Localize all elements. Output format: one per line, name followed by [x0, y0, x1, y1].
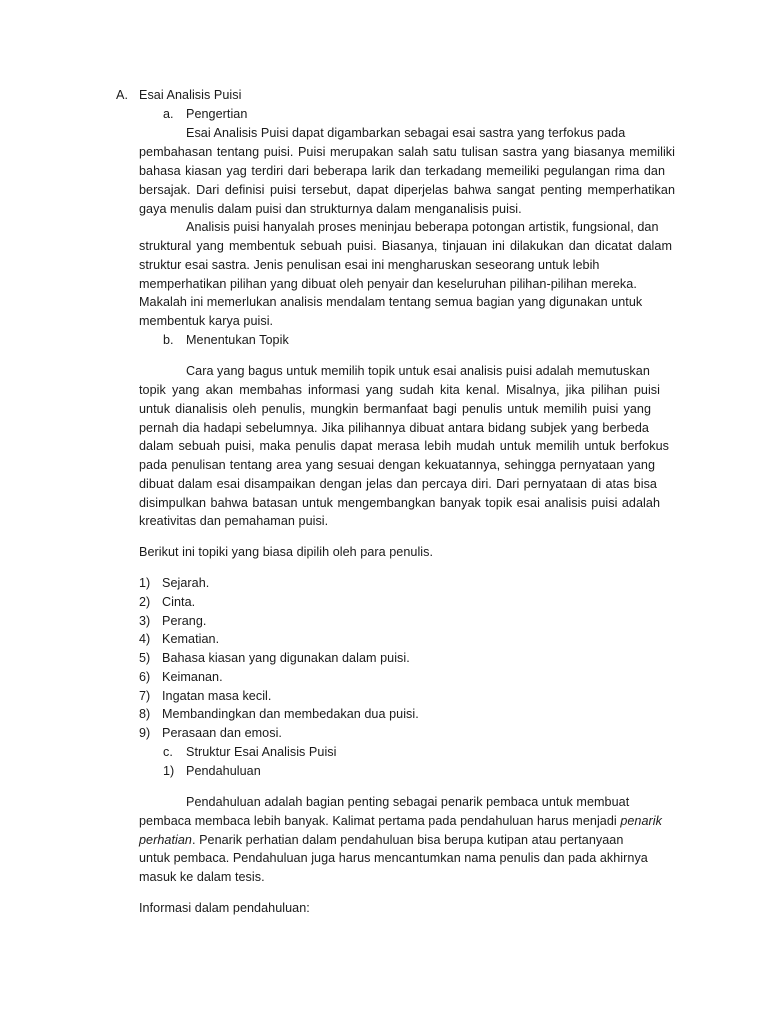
para2-line: memperhatikan pilihan yang dibuat oleh penyair dan keseluruhan pilihan-pilihan mereka.	[139, 277, 637, 291]
topic-number: 7)	[139, 689, 151, 703]
topic-text: Sejarah.	[162, 576, 210, 590]
section-a-title: Esai Analisis Puisi	[139, 88, 242, 102]
para3-line: pernah dia hadapi sebelumnya. Jika pilihannya dibuat antara bidang subjek yang berbeda	[139, 421, 649, 435]
topic-text: Ingatan masa kecil.	[162, 689, 272, 703]
para4-line2-text: pembaca membaca lebih banyak. Kalimat pertama pada pendahuluan harus menjadi	[139, 814, 617, 828]
topic-text: Cinta.	[162, 595, 196, 609]
para2-line: Makalah ini memerlukan analisis mendalam tentang semua bagian yang digunakan untuk	[139, 295, 643, 309]
para4-line	[139, 831, 623, 849]
para4-line: masuk ke dalam tesis.	[139, 870, 265, 884]
para4-line2-italic: penarik	[620, 814, 662, 828]
para3-line: topik yang akan membahas informasi yang sudah kita kenal. Misalnya, jika pilihan puisi	[139, 383, 660, 397]
para4-line3-italic: perhatian	[139, 833, 192, 847]
para2-line: struktur esai sastra. Jenis penulisan esai ini mengharuskan seseorang untuk lebih	[139, 258, 600, 272]
para4-line	[139, 812, 662, 830]
info-heading: Informasi dalam pendahuluan:	[139, 901, 310, 915]
sub-c-marker: c.	[163, 745, 173, 759]
sub-c-title: Struktur Esai Analisis Puisi	[186, 745, 337, 759]
sub-b-title: Menentukan Topik	[186, 333, 289, 347]
topic-number: 9)	[139, 726, 151, 740]
sub-c1-title: Pendahuluan	[186, 764, 261, 778]
para4-line: untuk pembaca. Pendahuluan juga harus mencantumkan nama penulis dan pada akhirnya	[139, 851, 648, 865]
para3-line: kreativitas dan pemahaman puisi.	[139, 514, 329, 528]
topic-number: 8)	[139, 707, 151, 721]
topic-text: Perang.	[162, 614, 207, 628]
topic-text: Kematian.	[162, 632, 220, 646]
para1-line: gaya menulis dalam puisi dan strukturnya dalam menganalisis puisi.	[139, 202, 522, 216]
para3-line: dibuat dalam esai disampaikan dengan jelas dan percaya diri. Dari pernyataan di atas bisa	[139, 477, 657, 491]
topic-number: 4)	[139, 632, 151, 646]
para1-line: bahasa kiasan yag terdiri dari beberapa larik dan terkadang memeiliki pegulangan rima dan	[139, 164, 665, 178]
para1-line: Esai Analisis Puisi dapat digambarkan sebagai esai sastra yang terfokus pada	[186, 126, 626, 140]
para2-line: membentuk karya puisi.	[139, 314, 274, 328]
topics-intro: Berikut ini topiki yang biasa dipilih oleh para penulis.	[139, 545, 434, 559]
para1-line: pembahasan tentang puisi. Puisi merupakan salah satu tulisan sastra yang biasanya memiliki	[139, 145, 675, 159]
para3-line: disimpulkan bahwa batasan untuk mengembangkan banyak topik esai analisis puisi adalah	[139, 496, 660, 510]
para3-line: dalam sebuah puisi, maka penulis dapat merasa lebih mudah untuk memilih untuk berfokus	[139, 439, 669, 453]
para3-line: pada penulisan tentang area yang sesuai dengan kekuatannya, sehingga pernyataan yang	[139, 458, 655, 472]
para2-line: Analisis puisi hanyalah proses meninjau beberapa potongan artistik, fungsional, dan	[186, 220, 659, 234]
topic-text: Keimanan.	[162, 670, 223, 684]
sub-b-marker: b.	[163, 333, 174, 347]
topic-number: 3)	[139, 614, 151, 628]
topic-text: Perasaan dan emosi.	[162, 726, 282, 740]
para4-line: Pendahuluan adalah bagian penting sebagai penarik pembaca untuk membuat	[186, 795, 630, 809]
para3-line: untuk dianalisis oleh penulis, mungkin bermanfaat bagi penulis untuk memilih puisi yang	[139, 402, 651, 416]
sub-c1-marker: 1)	[163, 764, 175, 778]
section-a-marker: A.	[116, 88, 128, 102]
para4-line3-text: . Penarik perhatian dalam pendahuluan bisa berupa kutipan atau pertanyaan	[191, 833, 624, 847]
sub-a-title: Pengertian	[186, 107, 248, 121]
topic-number: 2)	[139, 595, 151, 609]
topic-number: 5)	[139, 651, 151, 665]
sub-a-marker: a.	[163, 107, 174, 121]
para2-line: struktural yang membentuk sebuah puisi. Biasanya, tinjauan ini dilakukan dan dicatat dalam	[139, 239, 672, 253]
para1-line: bersajak. Dari definisi puisi tersebut, dapat diperjelas bahwa sangat penting memperhatikan	[139, 183, 675, 197]
para3-line: Cara yang bagus untuk memilih topik untuk esai analisis puisi adalah memutuskan	[186, 364, 650, 378]
topic-number: 1)	[139, 576, 151, 590]
topic-number: 6)	[139, 670, 151, 684]
topic-text: Bahasa kiasan yang digunakan dalam puisi.	[162, 651, 410, 665]
topic-text: Membandingkan dan membedakan dua puisi.	[162, 707, 419, 721]
